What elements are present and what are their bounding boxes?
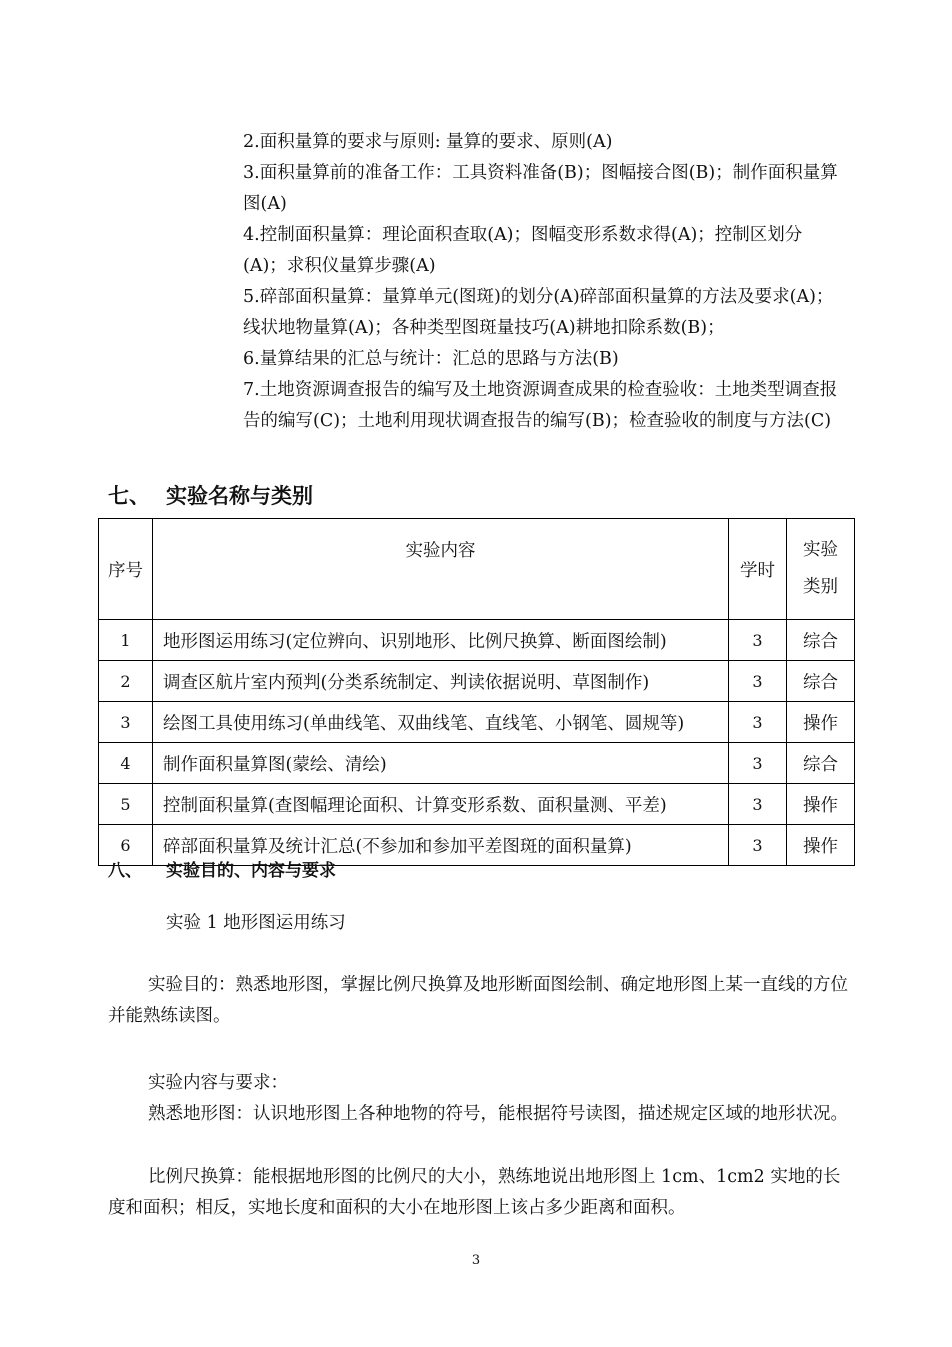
table-row	[99, 743, 855, 784]
table-row	[99, 702, 855, 743]
cell-no: 2	[99, 661, 153, 702]
list-item: 4.控制面积量算：理论面积查取(A)；图幅变形系数求得(A)；控制区划分(A)；求积仪量算步骤(A)	[243, 225, 803, 276]
cell-content: 绘图工具使用练习(单曲线笔、双曲线笔、直线笔、小钢笔、圆规等)	[153, 702, 729, 743]
experiment-purpose: 实验目的：熟悉地形图，掌握比例尺换算及地形断面图绘制、确定地形图上某一直线的方位并能熟练读图。	[108, 975, 848, 1026]
page-number: 3	[471, 1253, 481, 1268]
paragraph: 熟悉地形图：认识地形图上各种地物的符号，能根据符号读图，描述规定区域的地形状况。	[148, 1104, 848, 1124]
cell-no: 1	[99, 620, 153, 661]
table-row	[99, 784, 855, 825]
cell-type: 操作	[787, 784, 855, 825]
cell-content: 碎部面积量算及统计汇总(不参加和参加平差图斑的面积量算)	[153, 825, 729, 866]
table-row	[99, 620, 855, 661]
section-heading-7	[108, 481, 313, 511]
experiment-table	[98, 518, 855, 866]
cell-type: 综合	[787, 743, 855, 784]
cell-type: 综合	[787, 661, 855, 702]
cell-content: 调查区航片室内预判(分类系统制定、判读依据说明、草图制作)	[153, 661, 729, 702]
cell-hours: 3	[729, 702, 787, 743]
table-header-row	[99, 519, 855, 620]
list-item: 6.量算结果的汇总与统计：汇总的思路与方法(B)	[243, 349, 619, 369]
header-hours: 学时	[729, 519, 787, 620]
content-heading: 实验内容与要求：	[148, 1073, 288, 1093]
list-item: 3.面积量算前的准备工作：工具资料准备(B)；图幅接合图(B)；制作面积量算图(A)	[243, 163, 838, 214]
cell-hours: 3	[729, 784, 787, 825]
header-no: 序号	[99, 519, 153, 620]
header-type-line1: 实验	[803, 540, 838, 560]
cell-no: 4	[99, 743, 153, 784]
cell-content: 制作面积量算图(蒙绘、清绘)	[153, 743, 729, 784]
header-type	[787, 519, 855, 620]
table-row	[99, 661, 855, 702]
cell-no: 6	[99, 825, 153, 866]
header-type-line2: 类别	[803, 577, 838, 597]
cell-content: 控制面积量算(查图幅理论面积、计算变形系数、面积量测、平差)	[153, 784, 729, 825]
header-content: 实验内容	[153, 519, 729, 620]
list-item: 5.碎部面积量算：量算单元(图斑)的划分(A)碎部面积量算的方法及要求(A)；线状地物量算(A)；各种类型图斑量技巧(A)耕地扣除系数(B)；	[243, 287, 834, 338]
cell-type: 操作	[787, 702, 855, 743]
section-number: 七、	[108, 484, 150, 508]
cell-no: 5	[99, 784, 153, 825]
cell-hours: 3	[729, 661, 787, 702]
experiment-title: 实验 1 地形图运用练习	[166, 913, 346, 933]
section-title: 实验目的、内容与要求	[166, 861, 336, 881]
cell-content: 地形图运用练习(定位辨向、识别地形、比例尺换算、断面图绘制)	[153, 620, 729, 661]
cell-no: 3	[99, 702, 153, 743]
section-number: 八、	[108, 861, 142, 881]
section-title: 实验名称与类别	[166, 484, 313, 508]
list-item: 2.面积量算的要求与原则: 量算的要求、原则(A)	[243, 132, 613, 152]
list-item: 7.土地资源调查报告的编写及土地资源调查成果的检查验收：土地类型调查报告的编写(C)；土地利用现状调查报告的编写(B)；检查验收的制度与方法(C)	[243, 380, 838, 431]
section-heading-8	[108, 858, 336, 884]
paragraph: 比例尺换算：能根据地形图的比例尺的大小，熟练地说出地形图上 1cm、1cm2 实地的长度和面积；相反，实地长度和面积的大小在地形图上该占多少距离和面积。	[108, 1167, 841, 1218]
cell-hours: 3	[729, 825, 787, 866]
cell-type: 操作	[787, 825, 855, 866]
cell-hours: 3	[729, 743, 787, 784]
cell-type: 综合	[787, 620, 855, 661]
cell-hours: 3	[729, 620, 787, 661]
